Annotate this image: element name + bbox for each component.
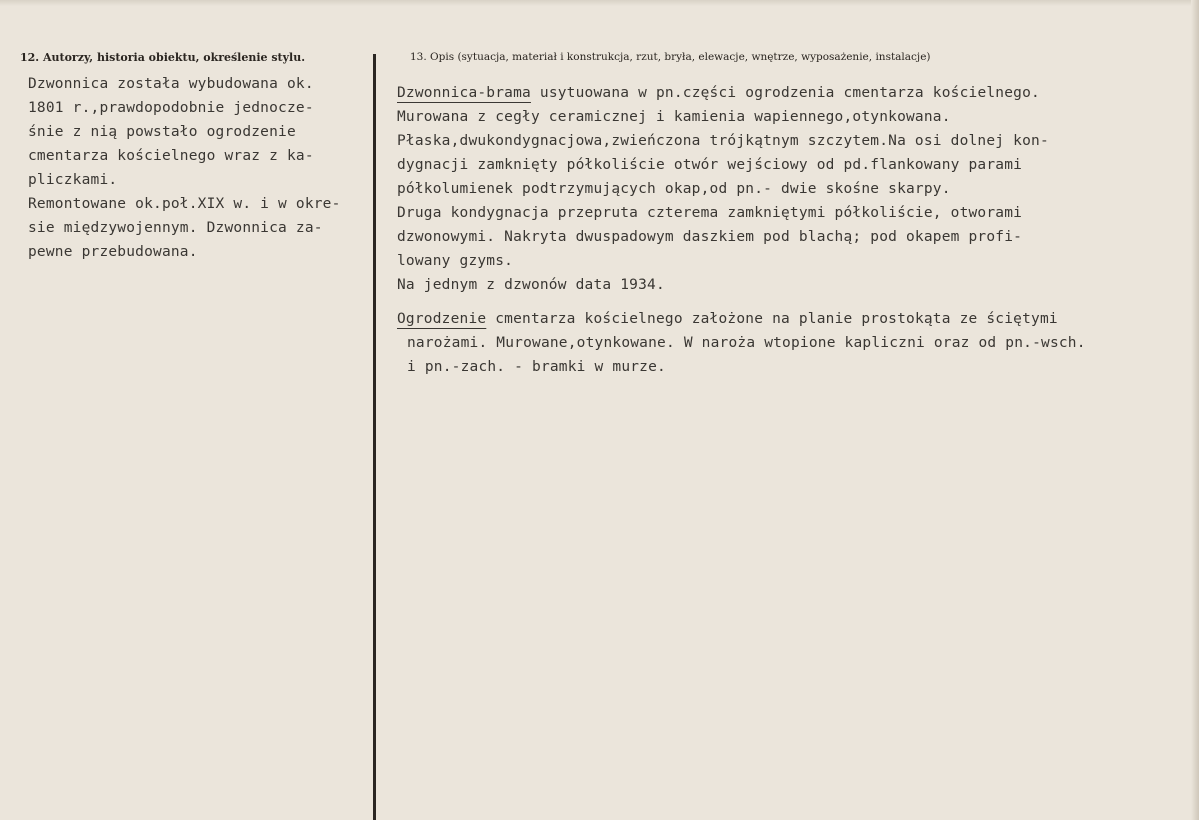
description-line: lowany gzyms.: [397, 253, 514, 269]
history-line: cmentarza kościelnego wraz z ka-: [28, 148, 314, 164]
history-line: sie międzywojennym. Dzwonnica za-: [28, 220, 323, 236]
description-line: narożami. Murowane,otynkowane. W naroża wtopione kapliczni oraz od pn.-wsch.: [407, 335, 1086, 351]
description-line: dygnacji zamknięty półkoliście otwór wejściowy od pd.flankowany parami: [397, 157, 1023, 173]
description-line: Płaska,dwukondygnacjowa,zwieńczona trójkątnym szczytem.Na osi dolnej kon-: [397, 133, 1049, 149]
column-divider: [373, 54, 376, 820]
description-line: i pn.-zach. - bramki w murze.: [407, 359, 666, 375]
paper-top-edge: [0, 0, 1199, 6]
description-line: Murowana z cegły ceramicznej i kamienia wapiennego,otynkowana.: [397, 109, 951, 125]
ogrodzenie-term: Ogrodzenie: [397, 311, 487, 327]
history-line: pewne przebudowana.: [28, 244, 198, 260]
history-line: 1801 r.,prawdopodobnie jednocze-: [28, 100, 314, 116]
description-text: cmentarza kościelnego założone na planie prostokąta ze ściętymi: [486, 311, 1058, 327]
history-line: Dzwonnica została wybudowana ok.: [28, 76, 314, 92]
dzwonnica-brama-term: Dzwonnica-brama: [397, 85, 531, 101]
section-13-heading: 13. Opis (sytuacja, materiał i konstrukcja, rzut, bryła, elewacje, wnętrze, wyposażenie, instalacje): [410, 51, 931, 63]
description-line: [397, 82, 1040, 104]
description-line: Na jednym z dzwonów data 1934.: [397, 277, 665, 293]
description-line: Druga kondygnacja przepruta czterema zamkniętymi półkoliście, otworami: [397, 205, 1023, 221]
history-line: Remontowane ok.poł.XIX w. i w okre-: [28, 196, 341, 212]
description-text: usytuowana w pn.części ogrodzenia cmentarza kościelnego.: [530, 85, 1040, 101]
section-12-heading: 12. Autorzy, historia obiektu, określenie stylu.: [20, 51, 306, 64]
history-line: śnie z nią powstało ogrodzenie: [28, 124, 296, 140]
history-line: pliczkami.: [28, 172, 118, 188]
paper-right-edge: [1191, 0, 1199, 820]
description-line: [397, 308, 1058, 330]
description-line: półkolumienek podtrzymujących okap,od pn.- dwie skośne skarpy.: [397, 181, 951, 197]
description-line: dzwonowymi. Nakryta dwuspadowym daszkiem pod blachą; pod okapem profi-: [397, 229, 1023, 245]
